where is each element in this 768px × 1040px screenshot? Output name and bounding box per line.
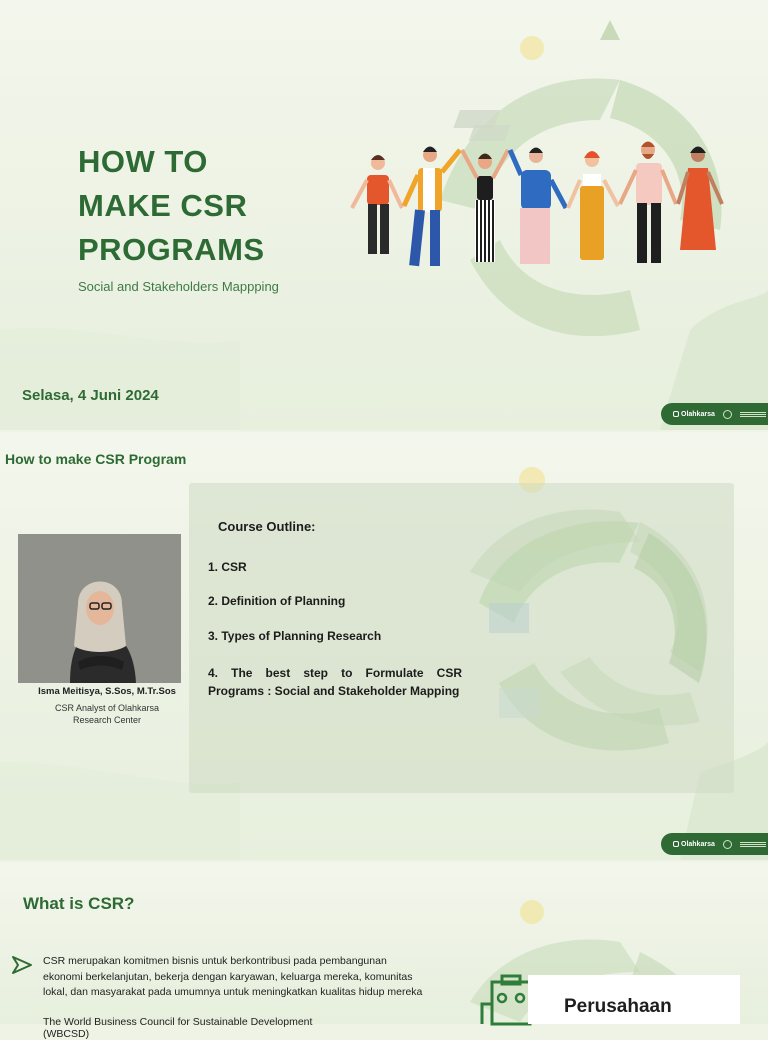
course-outline-slide [0,432,768,860]
outline-item-4: 4. The best step to Formulate CSR Programs : Social and Stakeholder Mapping [208,666,462,698]
research-center-logo-text-lines [740,414,766,415]
what-is-csr-slide [0,862,768,1040]
olahkarsa-logo [673,841,715,848]
presenter-photo [18,534,181,683]
course-outline-title: Course Outline: [218,519,316,534]
presentation-date: Selasa, 4 Juni 2024 [22,387,159,404]
presenter-portrait-illustration [18,534,181,683]
presenter-role-line-2: Research Center [72,715,142,725]
slide-heading: What is CSR? [23,894,135,913]
outline-item-3: 3. Types of Planning Research [208,629,382,643]
outline-item-2: 2. Definition of Planning [208,594,346,608]
people-holding-hands-illustration [352,142,722,267]
slide-subtitle: Social and Stakeholders Mappping [78,279,279,294]
csr-source-text: The World Business Council for Sustainable Development (WBCSD) [43,1016,313,1040]
title-slide [0,0,768,430]
presenter-name: Isma Meitisya, S.Sos, M.Tr.Sos [38,686,176,697]
research-center-logo-text-lines [740,844,766,845]
research-center-logo-icon [723,840,732,849]
brand-footer-bar [661,833,768,855]
research-center-logo-icon [723,410,732,419]
presenter-role-line-1: CSR Analyst of Olahkarsa [54,703,160,713]
brand-name: Olahkarsa [681,410,715,418]
course-outline-panel [189,483,734,793]
perusahaan-label: Perusahaan [564,996,672,1017]
brand-footer-bar [661,403,768,425]
brand-name: Olahkarsa [681,840,715,848]
perusahaan-card [528,975,740,1024]
title-line-1: HOW TO [78,144,208,179]
csr-definition-text: CSR merupakan komitmen bisnis untuk berkontribusi pada pembangunan ekonomi berkelanjutan, bekerja dengan karyawan, keluarga mereka, komunitas lokal, dan masyarakat pada umumnya untuk meningkatkan kualitas hidup mereka [43,955,423,998]
slide-title [78,140,265,272]
olahkarsa-logo [673,411,715,418]
outline-item-1: 1. CSR [208,560,247,574]
presenter-role [18,702,196,726]
panel-recycle-illustration [419,483,734,793]
slide-heading: How to make CSR Program [5,451,187,467]
olahkarsa-logo-icon [673,411,679,417]
olahkarsa-logo-icon [673,841,679,847]
title-line-3: PROGRAMS [78,232,265,267]
title-line-2: MAKE CSR [78,188,248,223]
chevron-right-icon [11,955,35,975]
